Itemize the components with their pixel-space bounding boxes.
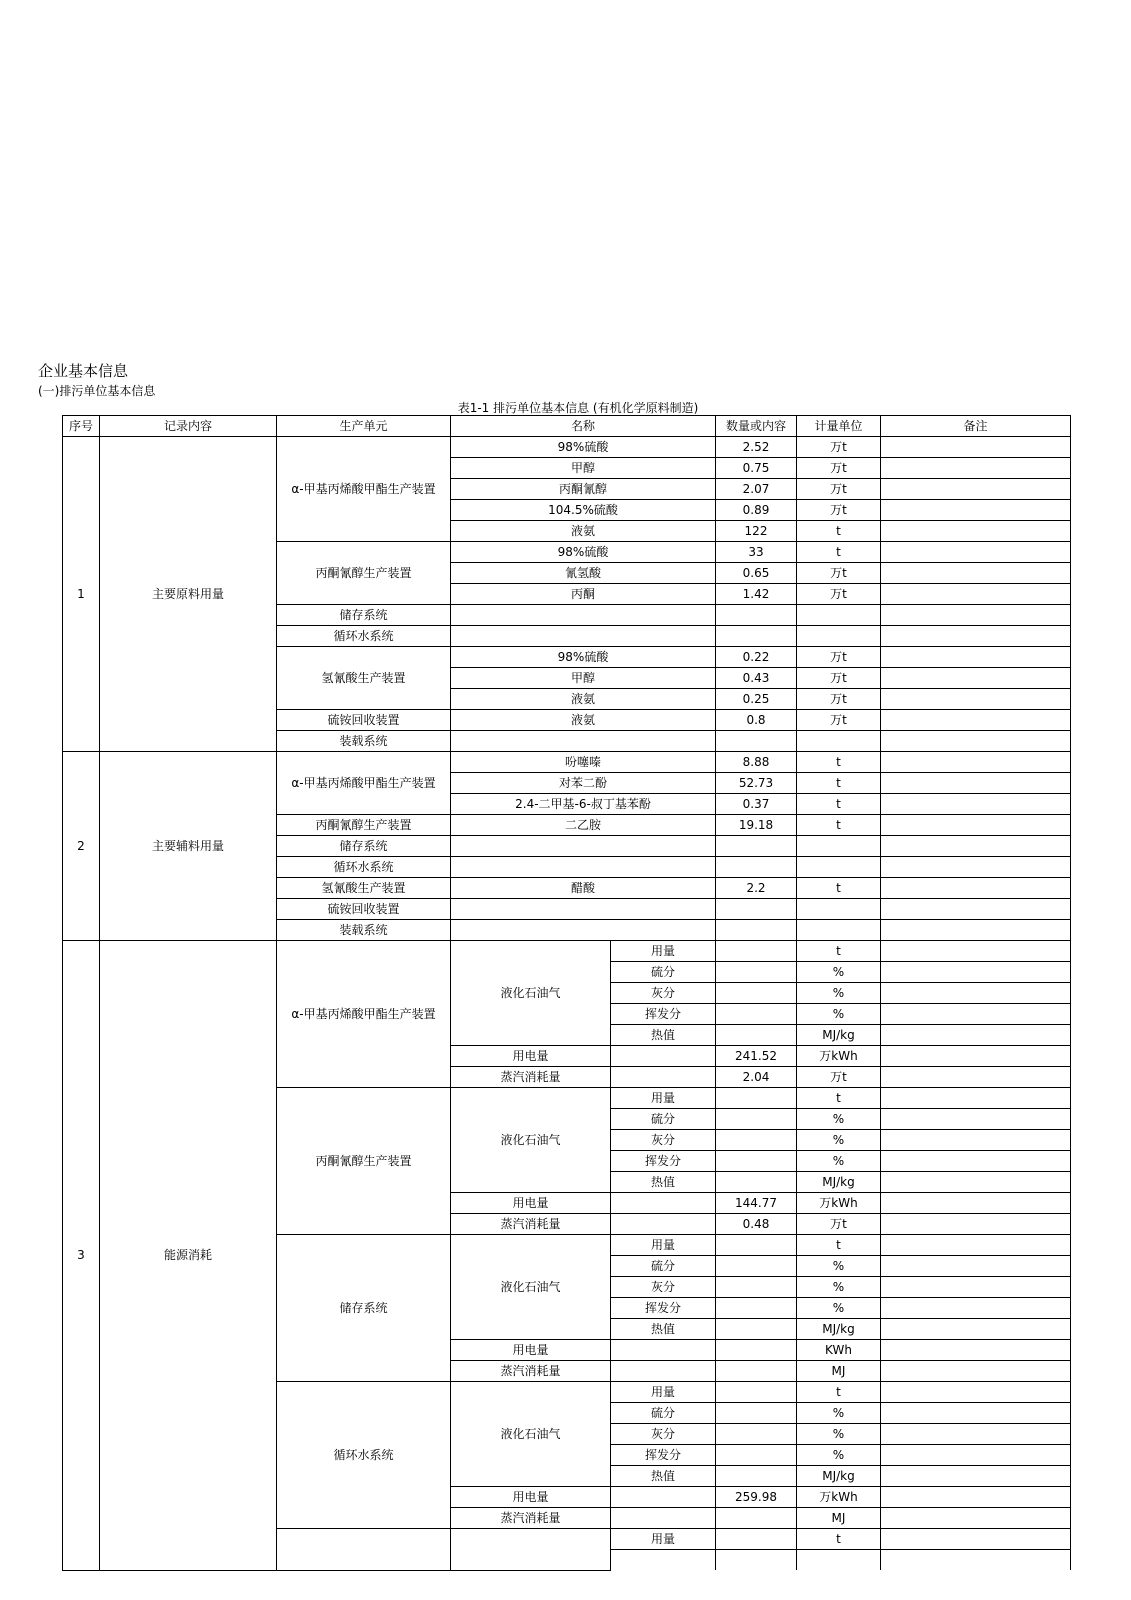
remark-cell [881, 500, 1071, 521]
production-unit-cell: 储存系统 [277, 605, 451, 626]
item-name-cell: 98%硫酸 [451, 647, 716, 668]
production-unit-cell: 丙酮氰醇生产装置 [277, 815, 451, 836]
item-name-cell: 氰氢酸 [451, 563, 716, 584]
fuel-param-cell: 热值 [611, 1466, 716, 1487]
item-name-cell [451, 899, 716, 920]
production-unit-cell: 氢氰酸生产装置 [277, 647, 451, 710]
remark-cell [881, 1403, 1071, 1424]
power-label-cell: 用电量 [451, 1340, 611, 1361]
quantity-cell [716, 1529, 797, 1550]
remark-cell [881, 1529, 1071, 1550]
item-name-cell [451, 731, 716, 752]
blank-cell [611, 1046, 716, 1067]
measure-unit-cell: MJ [797, 1361, 881, 1382]
production-unit-cell: α-甲基丙烯酸甲酯生产装置 [277, 941, 451, 1088]
measure-unit-cell: t [797, 941, 881, 962]
quantity-cell [716, 1319, 797, 1340]
measure-unit-cell: 万t [797, 500, 881, 521]
remark-cell [881, 731, 1071, 752]
quantity-cell: 52.73 [716, 773, 797, 794]
measure-unit-cell: t [797, 878, 881, 899]
measure-unit-cell: MJ/kg [797, 1172, 881, 1193]
production-unit-cell: 装载系统 [277, 731, 451, 752]
measure-unit-cell: % [797, 1445, 881, 1466]
quantity-cell [716, 1508, 797, 1529]
remark-cell [881, 1424, 1071, 1445]
fuel-param-cell: 用量 [611, 941, 716, 962]
quantity-cell: 144.77 [716, 1193, 797, 1214]
item-name-cell: 丙酮氰醇 [451, 479, 716, 500]
production-unit-cell: 丙酮氰醇生产装置 [277, 542, 451, 605]
item-name-cell: 液氨 [451, 689, 716, 710]
blank-cell [611, 1361, 716, 1382]
measure-unit-cell: MJ/kg [797, 1319, 881, 1340]
quantity-cell [716, 920, 797, 941]
quantity-cell: 0.48 [716, 1214, 797, 1235]
remark-cell [881, 1466, 1071, 1487]
fuel-param-cell: 热值 [611, 1172, 716, 1193]
power-label-cell: 用电量 [451, 1487, 611, 1508]
measure-unit-cell: % [797, 1424, 881, 1445]
remark-cell [881, 941, 1071, 962]
quantity-cell [716, 1109, 797, 1130]
item-name-cell: 98%硫酸 [451, 437, 716, 458]
measure-unit-cell: t [797, 815, 881, 836]
production-unit-cell: 循环水系统 [277, 626, 451, 647]
remark-cell [881, 1256, 1071, 1277]
blank-cell [611, 1508, 716, 1529]
measure-unit-cell: t [797, 773, 881, 794]
measure-unit-cell: % [797, 1403, 881, 1424]
record-content-cell: 能源消耗 [100, 941, 277, 1571]
steam-label-cell: 蒸汽消耗量 [451, 1361, 611, 1382]
production-unit-cell: 循环水系统 [277, 1382, 451, 1529]
remark-cell [881, 836, 1071, 857]
remark-cell [881, 899, 1071, 920]
quantity-cell [716, 1151, 797, 1172]
table-body [63, 416, 1071, 1571]
remark-cell [881, 1508, 1071, 1529]
fuel-param-cell: 热值 [611, 1319, 716, 1340]
measure-unit-cell: % [797, 1151, 881, 1172]
table-row [63, 437, 1071, 458]
remark-cell [881, 983, 1071, 1004]
quantity-cell: 19.18 [716, 815, 797, 836]
remark-cell [881, 1088, 1071, 1109]
remark-cell [881, 773, 1071, 794]
remark-cell [881, 920, 1071, 941]
remark-cell [881, 1445, 1071, 1466]
remark-cell [881, 1130, 1071, 1151]
measure-unit-cell: 万t [797, 1067, 881, 1088]
quantity-cell [716, 731, 797, 752]
remark-cell [881, 584, 1071, 605]
record-content-cell: 主要原料用量 [100, 437, 277, 752]
fuel-param-cell: 挥发分 [611, 1004, 716, 1025]
quantity-cell: 2.2 [716, 878, 797, 899]
quantity-cell: 2.52 [716, 437, 797, 458]
measure-unit-cell: 万kWh [797, 1193, 881, 1214]
steam-label-cell: 蒸汽消耗量 [451, 1067, 611, 1088]
remark-cell [881, 1193, 1071, 1214]
quantity-cell: 0.89 [716, 500, 797, 521]
fuel-param-cell: 热值 [611, 1025, 716, 1046]
power-label-cell: 用电量 [451, 1193, 611, 1214]
item-name-cell: 104.5%硫酸 [451, 500, 716, 521]
header-cell-remark: 备注 [881, 416, 1071, 437]
quantity-cell [716, 1466, 797, 1487]
blank-cell [611, 1214, 716, 1235]
quantity-cell [716, 1130, 797, 1151]
quantity-cell [716, 836, 797, 857]
quantity-cell [716, 626, 797, 647]
measure-unit-cell: t [797, 1529, 881, 1550]
quantity-cell [716, 1382, 797, 1403]
item-name-cell: 二乙胺 [451, 815, 716, 836]
quantity-cell [716, 983, 797, 1004]
measure-unit-cell: t [797, 1382, 881, 1403]
fuel-param-cell: 硫分 [611, 1109, 716, 1130]
quantity-cell: 0.75 [716, 458, 797, 479]
fuel-name-cell: 液化石油气 [451, 1382, 611, 1487]
quantity-cell [716, 1340, 797, 1361]
measure-unit-cell: 万t [797, 710, 881, 731]
quantity-cell [716, 1361, 797, 1382]
fuel-param-cell: 灰分 [611, 983, 716, 1004]
blank-cell [611, 1193, 716, 1214]
measure-unit-cell [797, 857, 881, 878]
item-name-cell: 甲醇 [451, 668, 716, 689]
remark-cell [881, 437, 1071, 458]
quantity-cell: 241.52 [716, 1046, 797, 1067]
fuel-name-cell: 液化石油气 [451, 941, 611, 1046]
remark-cell [881, 458, 1071, 479]
measure-unit-cell [797, 605, 881, 626]
remark-cell [881, 1361, 1071, 1382]
remark-cell [881, 857, 1071, 878]
remark-cell [881, 794, 1071, 815]
quantity-cell [716, 1424, 797, 1445]
remark-cell [881, 1025, 1071, 1046]
blank-cell [611, 1340, 716, 1361]
item-name-cell [451, 836, 716, 857]
item-name-cell [451, 920, 716, 941]
item-name-cell: 醋酸 [451, 878, 716, 899]
header-cell-no: 序号 [63, 416, 100, 437]
fuel-param-cell: 用量 [611, 1235, 716, 1256]
item-name-cell: 吩噻嗪 [451, 752, 716, 773]
header-cell-content: 记录内容 [100, 416, 277, 437]
measure-unit-cell: % [797, 1004, 881, 1025]
item-name-cell [451, 857, 716, 878]
remark-cell [881, 521, 1071, 542]
production-unit-cell: 丙酮氰醇生产装置 [277, 1088, 451, 1235]
quantity-cell: 122 [716, 521, 797, 542]
fuel-param-cell: 挥发分 [611, 1298, 716, 1319]
production-unit-cell [277, 1529, 451, 1571]
quantity-cell [716, 1004, 797, 1025]
measure-unit-cell: 万t [797, 668, 881, 689]
remark-cell [881, 962, 1071, 983]
remark-cell [881, 668, 1071, 689]
measure-unit-cell: MJ/kg [797, 1466, 881, 1487]
measure-unit-cell [797, 731, 881, 752]
blank-cell [611, 1067, 716, 1088]
remark-cell [881, 1382, 1071, 1403]
remark-cell [881, 1004, 1071, 1025]
measure-unit-cell: 万kWh [797, 1046, 881, 1067]
measure-unit-cell: 万t [797, 563, 881, 584]
measure-unit-cell [797, 626, 881, 647]
info-table [62, 415, 1071, 1571]
remark-cell [881, 710, 1071, 731]
measure-unit-cell: % [797, 1130, 881, 1151]
item-name-cell: 甲醇 [451, 458, 716, 479]
measure-unit-cell: % [797, 1256, 881, 1277]
row-number-cell: 2 [63, 752, 100, 941]
item-name-cell [451, 626, 716, 647]
fuel-name-cell: 液化石油气 [451, 1088, 611, 1193]
measure-unit-cell: 万t [797, 647, 881, 668]
production-unit-cell: 硫铵回收装置 [277, 710, 451, 731]
measure-unit-cell: 万t [797, 584, 881, 605]
remark-cell [881, 1487, 1071, 1508]
header-row [63, 416, 1071, 437]
measure-unit-cell: t [797, 521, 881, 542]
production-unit-cell: α-甲基丙烯酸甲酯生产装置 [277, 752, 451, 815]
fuel-name-cell [451, 1529, 611, 1571]
production-unit-cell: 储存系统 [277, 836, 451, 857]
remark-cell [881, 752, 1071, 773]
measure-unit-cell: 万t [797, 437, 881, 458]
quantity-cell: 0.25 [716, 689, 797, 710]
remark-cell [881, 1151, 1071, 1172]
measure-unit-cell: t [797, 1088, 881, 1109]
remark-cell [881, 815, 1071, 836]
steam-label-cell: 蒸汽消耗量 [451, 1214, 611, 1235]
quantity-cell [716, 1088, 797, 1109]
header-cell-qty: 数量或内容 [716, 416, 797, 437]
fuel-param-cell: 用量 [611, 1382, 716, 1403]
table-row [63, 752, 1071, 773]
fuel-param-cell: 灰分 [611, 1277, 716, 1298]
fuel-param-cell: 灰分 [611, 1130, 716, 1151]
item-name-cell: 液氨 [451, 710, 716, 731]
quantity-cell [716, 1256, 797, 1277]
remark-cell [881, 563, 1071, 584]
fuel-param-cell: 硫分 [611, 962, 716, 983]
quantity-cell [716, 605, 797, 626]
measure-unit-cell: 万kWh [797, 1487, 881, 1508]
production-unit-cell: 硫铵回收装置 [277, 899, 451, 920]
measure-unit-cell: % [797, 1109, 881, 1130]
section-subtitle: (一)排污单位基本信息 [38, 384, 156, 398]
fuel-param-cell: 挥发分 [611, 1151, 716, 1172]
quantity-cell [716, 1445, 797, 1466]
header-cell-unit: 生产单元 [277, 416, 451, 437]
remark-cell [881, 479, 1071, 500]
quantity-cell: 2.07 [716, 479, 797, 500]
remark-cell [881, 542, 1071, 563]
remark-cell [881, 689, 1071, 710]
production-unit-cell: 装载系统 [277, 920, 451, 941]
item-name-cell: 液氨 [451, 521, 716, 542]
fuel-param-cell: 硫分 [611, 1256, 716, 1277]
quantity-cell: 2.04 [716, 1067, 797, 1088]
remark-cell [881, 1172, 1071, 1193]
quantity-cell [716, 1550, 797, 1571]
measure-unit-cell [797, 1550, 881, 1571]
remark-cell [881, 1046, 1071, 1067]
table-caption: 表1-1 排污单位基本信息 (有机化学原料制造) [457, 401, 699, 415]
production-unit-cell: 循环水系统 [277, 857, 451, 878]
quantity-cell: 0.43 [716, 668, 797, 689]
measure-unit-cell [797, 836, 881, 857]
production-unit-cell: 储存系统 [277, 1235, 451, 1382]
quantity-cell [716, 1025, 797, 1046]
remark-cell [881, 1550, 1071, 1571]
fuel-param-cell [611, 1550, 716, 1571]
quantity-cell [716, 899, 797, 920]
page-title: 企业基本信息 [38, 362, 129, 380]
fuel-param-cell: 用量 [611, 1088, 716, 1109]
measure-unit-cell: % [797, 962, 881, 983]
measure-unit-cell: t [797, 752, 881, 773]
measure-unit-cell: % [797, 1298, 881, 1319]
remark-cell [881, 1067, 1071, 1088]
remark-cell [881, 626, 1071, 647]
remark-cell [881, 1298, 1071, 1319]
fuel-name-cell: 液化石油气 [451, 1235, 611, 1340]
measure-unit-cell: KWh [797, 1340, 881, 1361]
quantity-cell: 259.98 [716, 1487, 797, 1508]
measure-unit-cell: 万t [797, 458, 881, 479]
fuel-param-cell: 用量 [611, 1529, 716, 1550]
quantity-cell [716, 962, 797, 983]
quantity-cell: 33 [716, 542, 797, 563]
quantity-cell [716, 941, 797, 962]
measure-unit-cell: % [797, 983, 881, 1004]
production-unit-cell: 氢氰酸生产装置 [277, 878, 451, 899]
remark-cell [881, 647, 1071, 668]
blank-cell [611, 1487, 716, 1508]
quantity-cell: 0.65 [716, 563, 797, 584]
measure-unit-cell: 万t [797, 1214, 881, 1235]
item-name-cell: 对苯二酚 [451, 773, 716, 794]
remark-cell [881, 605, 1071, 626]
item-name-cell: 98%硫酸 [451, 542, 716, 563]
remark-cell [881, 1319, 1071, 1340]
measure-unit-cell [797, 920, 881, 941]
item-name-cell: 丙酮 [451, 584, 716, 605]
item-name-cell [451, 605, 716, 626]
measure-unit-cell: t [797, 794, 881, 815]
remark-cell [881, 1109, 1071, 1130]
fuel-param-cell: 灰分 [611, 1424, 716, 1445]
quantity-cell [716, 1298, 797, 1319]
header-cell-name: 名称 [451, 416, 716, 437]
quantity-cell: 8.88 [716, 752, 797, 773]
quantity-cell: 0.22 [716, 647, 797, 668]
item-name-cell: 2.4-二甲基-6-叔丁基苯酚 [451, 794, 716, 815]
measure-unit-cell: % [797, 1277, 881, 1298]
quantity-cell: 0.37 [716, 794, 797, 815]
quantity-cell: 0.8 [716, 710, 797, 731]
fuel-param-cell: 挥发分 [611, 1445, 716, 1466]
row-number-cell: 1 [63, 437, 100, 752]
quantity-cell [716, 1403, 797, 1424]
power-label-cell: 用电量 [451, 1046, 611, 1067]
record-content-cell: 主要辅料用量 [100, 752, 277, 941]
fuel-param-cell: 硫分 [611, 1403, 716, 1424]
quantity-cell: 1.42 [716, 584, 797, 605]
measure-unit-cell: 万t [797, 479, 881, 500]
table-row [63, 941, 1071, 962]
measure-unit-cell: MJ/kg [797, 1025, 881, 1046]
quantity-cell [716, 1172, 797, 1193]
remark-cell [881, 1277, 1071, 1298]
measure-unit-cell: MJ [797, 1508, 881, 1529]
measure-unit-cell: 万t [797, 689, 881, 710]
remark-cell [881, 1340, 1071, 1361]
remark-cell [881, 878, 1071, 899]
quantity-cell [716, 1277, 797, 1298]
quantity-cell [716, 1235, 797, 1256]
steam-label-cell: 蒸汽消耗量 [451, 1508, 611, 1529]
production-unit-cell: α-甲基丙烯酸甲酯生产装置 [277, 437, 451, 542]
measure-unit-cell: t [797, 542, 881, 563]
header-cell-measure: 计量单位 [797, 416, 881, 437]
row-number-cell: 3 [63, 941, 100, 1571]
remark-cell [881, 1235, 1071, 1256]
measure-unit-cell [797, 899, 881, 920]
measure-unit-cell: t [797, 1235, 881, 1256]
quantity-cell [716, 857, 797, 878]
remark-cell [881, 1214, 1071, 1235]
